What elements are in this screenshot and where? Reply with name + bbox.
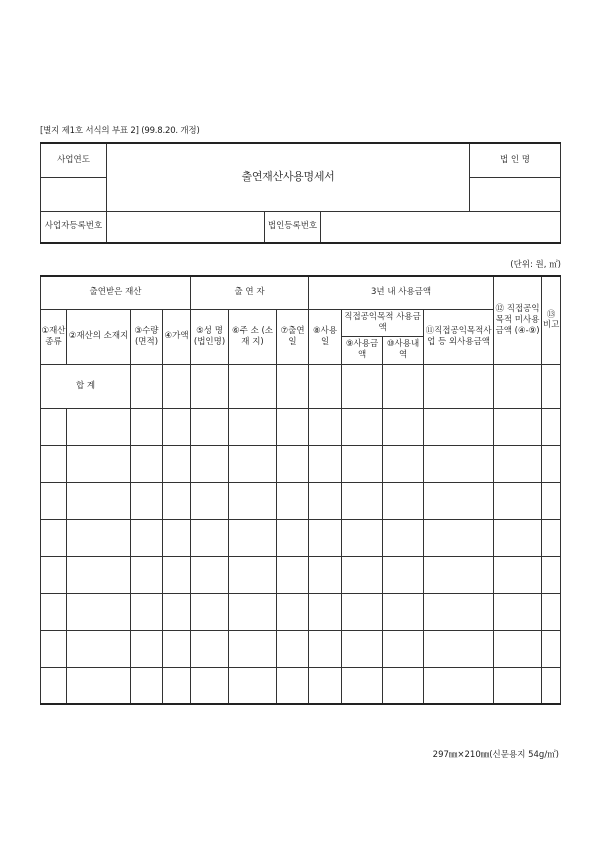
table-cell[interactable]	[494, 667, 542, 704]
col-usage-amount-header: ⑨사용금액	[342, 336, 383, 364]
col-contribution-date-header: ⑦출연일	[277, 309, 309, 364]
table-cell[interactable]	[309, 667, 342, 704]
data-rows	[41, 408, 561, 704]
table-cell[interactable]	[383, 667, 424, 704]
table-cell[interactable]	[163, 630, 191, 667]
table-cell[interactable]	[131, 445, 163, 482]
business-reg-field[interactable]	[107, 211, 265, 243]
corp-reg-field[interactable]	[321, 211, 561, 243]
table-cell[interactable]	[494, 593, 542, 630]
table-row	[41, 482, 561, 519]
table-cell[interactable]	[229, 667, 277, 704]
table-cell[interactable]	[424, 408, 494, 445]
table-cell[interactable]	[277, 445, 309, 482]
col-asset-type-header: ①재산 종류	[41, 309, 67, 364]
table-cell[interactable]	[277, 667, 309, 704]
table-cell[interactable]	[342, 593, 383, 630]
table-row	[41, 667, 561, 704]
table-cell[interactable]	[131, 482, 163, 519]
business-reg-label: 사업자등록번호	[41, 211, 107, 243]
table-cell[interactable]	[277, 519, 309, 556]
table-cell[interactable]	[424, 630, 494, 667]
table-cell[interactable]	[383, 519, 424, 556]
table-cell[interactable]	[542, 519, 561, 556]
table-cell[interactable]	[229, 482, 277, 519]
col-other-usage-header: ⑪직접공익목적사업 등 외사용금액	[424, 309, 494, 364]
table-cell[interactable]	[424, 482, 494, 519]
total-cell[interactable]	[277, 364, 309, 408]
table-cell[interactable]	[163, 445, 191, 482]
col-name-header: ⑤성 명 (법인명)	[191, 309, 229, 364]
asset-usage-table	[40, 275, 561, 705]
group-received-header: 출연받은 재산	[41, 276, 191, 309]
table-cell[interactable]	[191, 408, 229, 445]
col-usage-date-header: ⑧사용일	[309, 309, 342, 364]
table-cell[interactable]	[131, 408, 163, 445]
table-cell[interactable]	[424, 445, 494, 482]
table-cell[interactable]	[542, 482, 561, 519]
table-cell[interactable]	[494, 519, 542, 556]
table-cell[interactable]	[342, 630, 383, 667]
table-cell[interactable]	[67, 408, 131, 445]
table-cell[interactable]	[342, 408, 383, 445]
table-cell[interactable]	[342, 445, 383, 482]
table-cell[interactable]	[383, 482, 424, 519]
table-cell[interactable]	[494, 445, 542, 482]
subgroup-direct-header: 직접공익목적 사용금액	[342, 309, 424, 336]
table-cell[interactable]	[67, 630, 131, 667]
table-row	[41, 408, 561, 445]
table-cell[interactable]	[277, 593, 309, 630]
table-cell[interactable]	[309, 593, 342, 630]
table-cell[interactable]	[229, 556, 277, 593]
col-value-header: ④가액	[163, 309, 191, 364]
table-cell[interactable]	[424, 593, 494, 630]
table-cell[interactable]	[229, 519, 277, 556]
table-cell[interactable]	[277, 556, 309, 593]
table-cell[interactable]	[342, 556, 383, 593]
total-cell[interactable]	[342, 364, 383, 408]
table-cell[interactable]	[41, 630, 67, 667]
table-cell[interactable]	[163, 667, 191, 704]
table-cell[interactable]	[163, 593, 191, 630]
table-cell[interactable]	[542, 630, 561, 667]
table-cell[interactable]	[542, 408, 561, 445]
paper-spec: 297㎜×210㎜(신문용지 54g/㎡)	[432, 750, 559, 760]
table-cell[interactable]	[191, 593, 229, 630]
table-cell[interactable]	[67, 519, 131, 556]
table-cell[interactable]	[163, 556, 191, 593]
table-cell[interactable]	[383, 593, 424, 630]
table-cell[interactable]	[277, 408, 309, 445]
table-cell[interactable]	[494, 408, 542, 445]
table-cell[interactable]	[229, 630, 277, 667]
table-cell[interactable]	[342, 482, 383, 519]
total-label: 합 계	[41, 364, 131, 408]
form-caption: [별지 제1호 서식의 부표 2] (99.8.20. 개정)	[40, 126, 200, 136]
total-cell[interactable]	[383, 364, 424, 408]
table-cell[interactable]	[229, 593, 277, 630]
table-cell[interactable]	[41, 667, 67, 704]
table-cell[interactable]	[424, 556, 494, 593]
table-cell[interactable]	[542, 445, 561, 482]
table-cell[interactable]	[309, 445, 342, 482]
business-year-label: 사업연도	[41, 143, 107, 177]
table-cell[interactable]	[277, 630, 309, 667]
col-unused-amount-header: ⑫ 직접공익목적 미사용금액 (④-⑨)	[494, 276, 542, 364]
total-cell[interactable]	[309, 364, 342, 408]
table-cell[interactable]	[542, 556, 561, 593]
table-cell[interactable]	[131, 519, 163, 556]
table-cell[interactable]	[191, 630, 229, 667]
table-cell[interactable]	[494, 556, 542, 593]
table-row	[41, 630, 561, 667]
table-cell[interactable]	[41, 445, 67, 482]
table-cell[interactable]	[383, 408, 424, 445]
unit-label: (단위: 원, ㎡)	[510, 260, 561, 270]
total-cell[interactable]	[163, 364, 191, 408]
form-title: 출연재산사용명세서	[107, 143, 470, 211]
group-usage-header: 3년 내 사용금액	[309, 276, 494, 309]
table-cell[interactable]	[383, 445, 424, 482]
table-cell[interactable]	[67, 667, 131, 704]
col-remarks-header: ⑬ 비고	[542, 276, 561, 364]
table-cell[interactable]	[191, 519, 229, 556]
table-cell[interactable]	[131, 593, 163, 630]
table-cell[interactable]	[163, 408, 191, 445]
table-cell[interactable]	[424, 667, 494, 704]
table-cell[interactable]	[309, 556, 342, 593]
table-cell[interactable]	[67, 556, 131, 593]
table-cell[interactable]	[542, 667, 561, 704]
table-cell[interactable]	[542, 593, 561, 630]
table-cell[interactable]	[163, 519, 191, 556]
table-cell[interactable]	[41, 408, 67, 445]
total-cell[interactable]	[494, 364, 542, 408]
table-cell[interactable]	[277, 482, 309, 519]
col-address-header: ⑥주 소 (소 재 지)	[229, 309, 277, 364]
table-cell[interactable]	[163, 482, 191, 519]
table-cell[interactable]	[494, 630, 542, 667]
total-cell[interactable]	[424, 364, 494, 408]
table-cell[interactable]	[309, 408, 342, 445]
corp-name-label: 법 인 명	[470, 143, 561, 177]
table-cell[interactable]	[41, 519, 67, 556]
table-cell[interactable]	[41, 556, 67, 593]
col-usage-detail-header: ⑩사용내역	[383, 336, 424, 364]
col-location-header: ②재산의 소재지	[67, 309, 131, 364]
table-cell[interactable]	[131, 630, 163, 667]
total-cell[interactable]	[191, 364, 229, 408]
table-cell[interactable]	[67, 482, 131, 519]
table-cell[interactable]	[342, 667, 383, 704]
table-cell[interactable]	[41, 593, 67, 630]
table-cell[interactable]	[131, 556, 163, 593]
table-cell[interactable]	[342, 519, 383, 556]
table-row	[41, 519, 561, 556]
table-row	[41, 445, 561, 482]
table-cell[interactable]	[309, 630, 342, 667]
table-cell[interactable]	[229, 408, 277, 445]
table-row	[41, 593, 561, 630]
table-cell[interactable]	[191, 667, 229, 704]
total-cell[interactable]	[229, 364, 277, 408]
business-year-field[interactable]	[41, 177, 107, 211]
table-cell[interactable]	[229, 445, 277, 482]
table-cell[interactable]	[191, 445, 229, 482]
table-cell[interactable]	[67, 593, 131, 630]
col-quantity-header: ③수량 (면적)	[131, 309, 163, 364]
table-row	[41, 556, 561, 593]
table-cell[interactable]	[383, 556, 424, 593]
table-cell[interactable]	[383, 630, 424, 667]
table-cell[interactable]	[309, 519, 342, 556]
table-cell[interactable]	[191, 556, 229, 593]
table-cell[interactable]	[494, 482, 542, 519]
table-cell[interactable]	[67, 445, 131, 482]
corp-reg-label: 법인등록번호	[265, 211, 321, 243]
total-cell[interactable]	[542, 364, 561, 408]
table-cell[interactable]	[131, 667, 163, 704]
table-cell[interactable]	[191, 482, 229, 519]
header-table	[40, 142, 561, 244]
total-cell[interactable]	[131, 364, 163, 408]
group-contributor-header: 출 연 자	[191, 276, 309, 309]
table-cell[interactable]	[424, 519, 494, 556]
corp-name-field[interactable]	[470, 177, 561, 211]
table-cell[interactable]	[309, 482, 342, 519]
table-cell[interactable]	[41, 482, 67, 519]
